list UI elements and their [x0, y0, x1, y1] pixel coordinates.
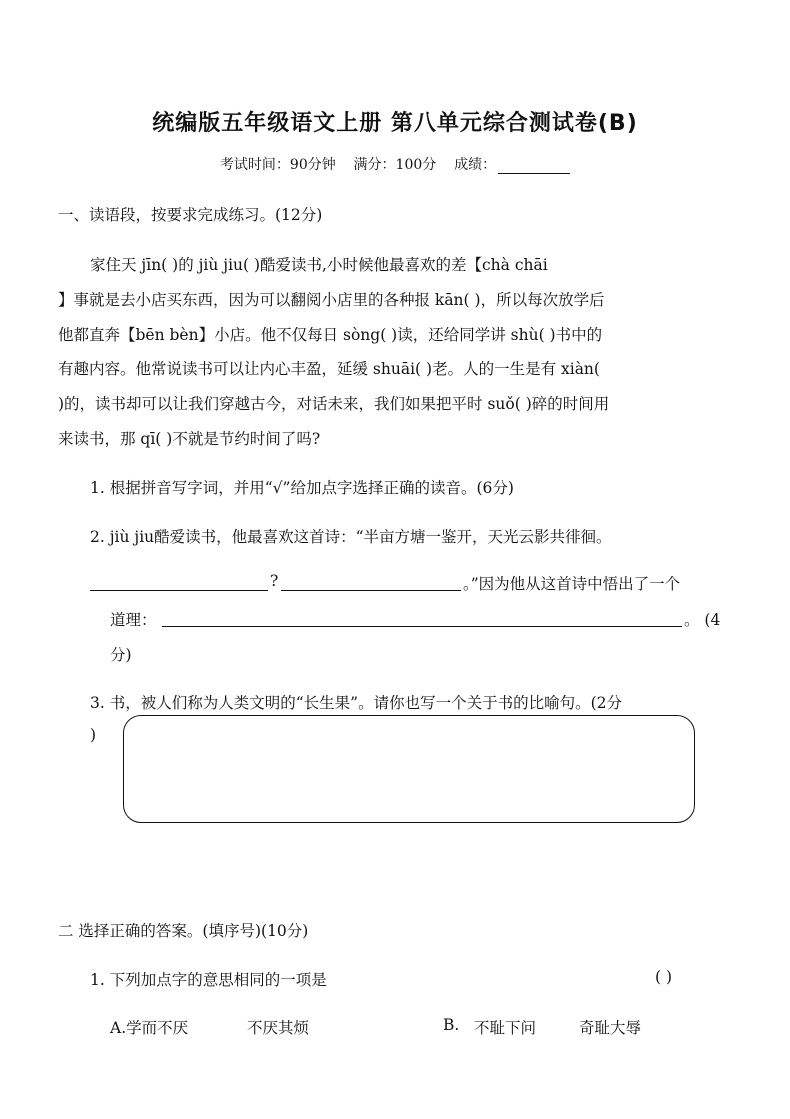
- full-score: 满分：100分: [353, 157, 437, 173]
- passage-line: 有趣内容。他常说读书可以让内心丰盈，延缓 shuāi( )老。人的一生是有 xiàn(: [58, 360, 600, 378]
- exam-time: 考试时间：90分钟: [219, 157, 336, 173]
- option-b-word-1: 不耻下问: [474, 1019, 537, 1037]
- answer-line[interactable]: [90, 590, 268, 591]
- score-label: 成绩：: [454, 157, 497, 173]
- section2-heading: 二 选择正确的答案。(填序号)(10分): [58, 922, 309, 940]
- q2-question-mark: ?: [270, 572, 279, 590]
- option-a: [110, 1016, 188, 1038]
- option-b-word-2: 奇耻大辱: [579, 1019, 642, 1037]
- exam-meta: [0, 154, 790, 174]
- option-a-word-1: 学而不厌: [126, 1019, 189, 1037]
- reason-answer-line[interactable]: [162, 626, 682, 627]
- answer-box[interactable]: [123, 715, 695, 823]
- option-a-word-2: 不厌其烦: [247, 1019, 310, 1037]
- passage-line: )的，读书却可以让我们穿越古今，对话未来，我们如果把平时 suǒ( )碎的时间用: [58, 395, 610, 413]
- section1-heading: 一、读语段，按要求完成练习。(12分): [58, 206, 323, 224]
- answer-paren[interactable]: ( ): [655, 968, 673, 986]
- question-1-3: 3. 书，被人们称为人类文明的“长生果”。请你也写一个关于书的比喻句。(2分: [90, 694, 622, 712]
- question-1-1: 1. 根据拼音写字词，并用“√”给加点字选择正确的读音。(6分): [90, 479, 514, 497]
- passage-line: 】事就是去小店买东西，因为可以翻阅小店里的各种报 kān( )，所以每次放学后: [58, 291, 605, 309]
- option-a-label: A.: [110, 1019, 127, 1037]
- question-2-1: 1. 下列加点字的意思相同的一项是: [90, 971, 327, 989]
- score-blank[interactable]: [498, 159, 570, 174]
- q3-tail: ): [90, 726, 97, 744]
- q2-score-tail: 分): [110, 646, 132, 664]
- question-1-2: 2. jiù jiu酷爱读书，他最喜欢这首诗：“半亩方塘一鉴开，天光云影共徘徊。: [90, 528, 612, 546]
- answer-line[interactable]: [281, 590, 461, 591]
- q2-reason-end: 。 (4: [684, 611, 721, 629]
- passage-line: 来读书，那 qī( )不就是节约时间了吗?: [58, 430, 321, 448]
- q2-continuation: 。”因为他从这首诗中悟出了一个: [463, 575, 681, 593]
- passage-line: 他都直奔【bēn bèn】小店。他不仅每日 sòng( )读，还给同学讲 shù( )书中的: [58, 326, 603, 344]
- passage-line: 家住天 jīn( )的 jiù jiu( )酷爱读书,小时候他最喜欢的差【chà chāi: [90, 256, 548, 274]
- option-b-label: B.: [443, 1016, 460, 1034]
- page-title: 统编版五年级语文上册 第八单元综合测试卷(B): [152, 111, 638, 136]
- q2-reason-label: 道理：: [110, 611, 157, 629]
